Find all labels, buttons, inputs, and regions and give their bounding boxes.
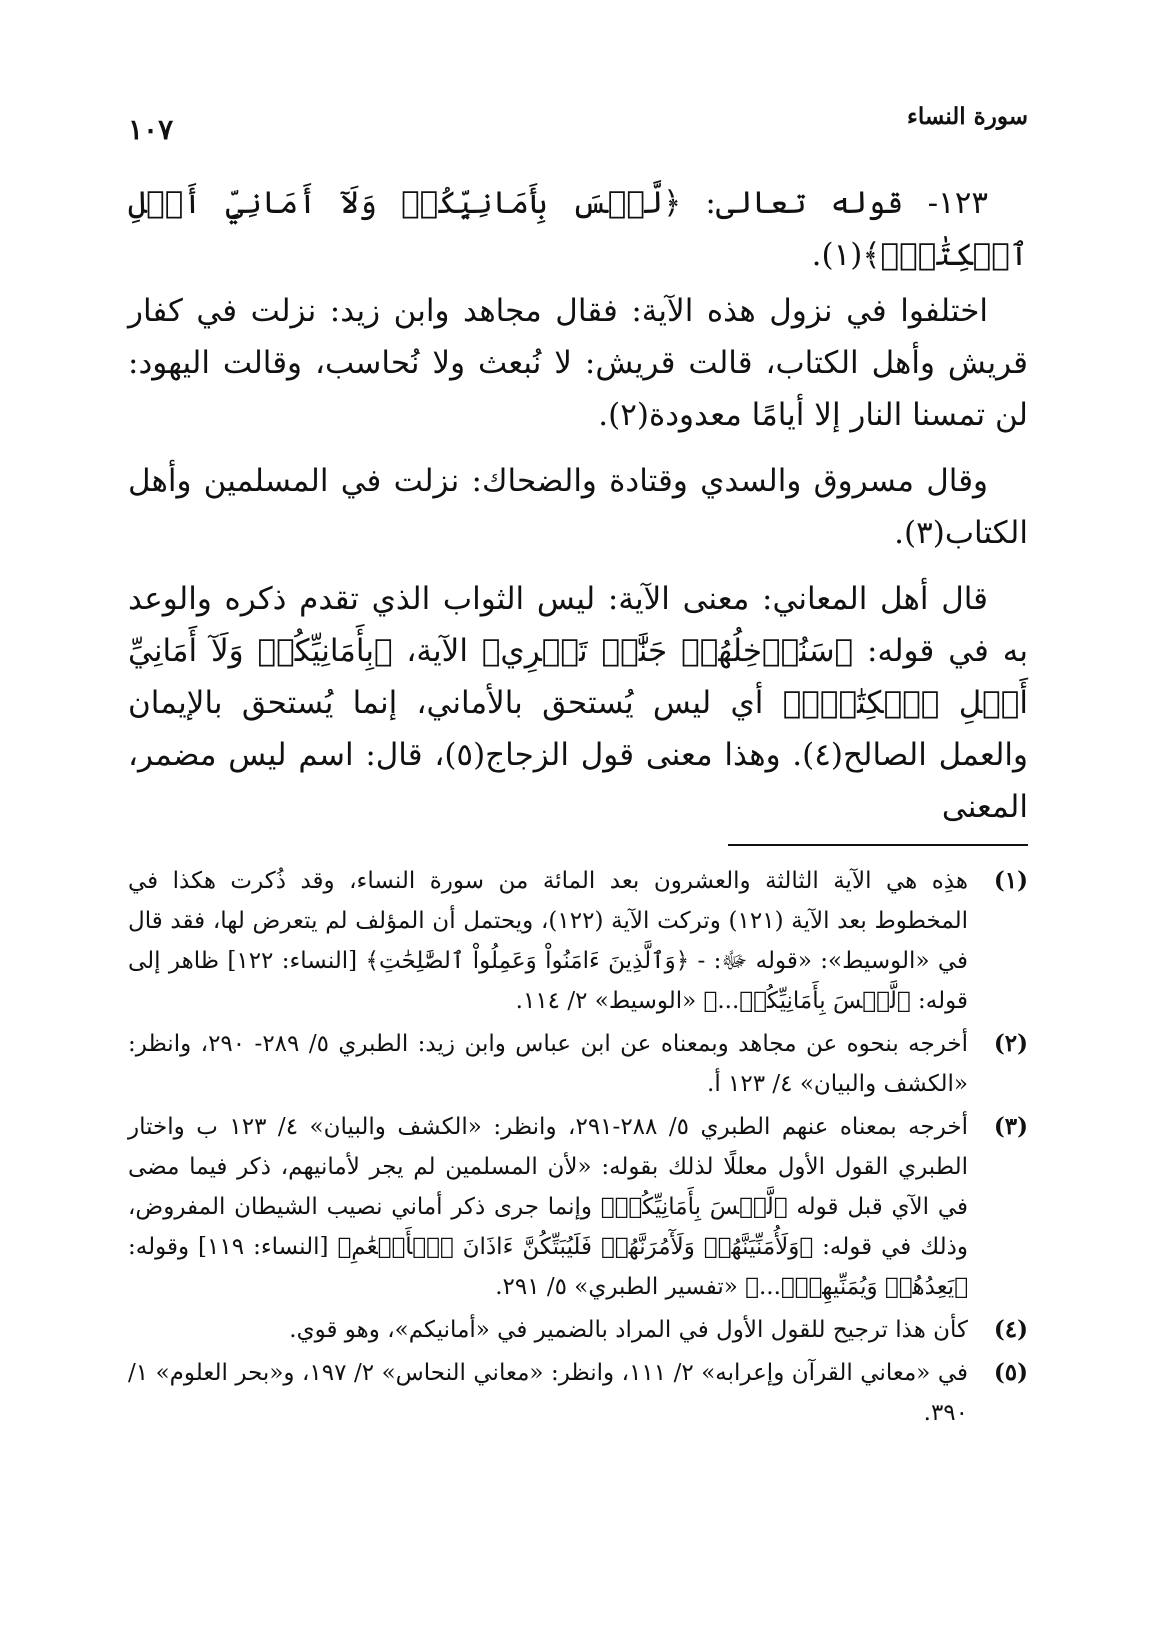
- footnote: [128, 1353, 1028, 1433]
- body-paragraph: اختلفوا في نزول هذه الآية: فقال مجاهد وابن زيد: نزلت في كفار قريش وأهل الكتاب، قالت قريش: لا نُبعث ولا نُحاسب، وقالت اليهود: لن تمسنا النار إلا أيامًا معدودة(٢).: [128, 293, 1028, 433]
- footnote-number: (٣): [993, 1113, 1028, 1140]
- main-text: [128, 177, 1028, 833]
- footnote-text: أخرجه بمعناه عنهم الطبري ٥/ ٢٨٨-٢٩١، وانظر: «الكشف والبيان» ٤/ ١٢٣ ب واختار الطبري القول الأول معللًا لذلك بقوله: «لأن المسلمين لم يجر لأمانيهم، ذكر فيما مضى في الآي قبل قوله ﴿لَّيۡسَ بِأَمَانِيِّكُمۡ﴾ وإنما جرى ذكر أماني نصيب الشيطان المفروض، وذلك في قوله: ﴿وَلَأُمَنِّيَنَّهُمۡ وَلَأٓمُرَنَّهُمۡ فَلَيُبَتِّكُنَّ ءَاذَانَ ٱلۡأَنۡعَٰمِ﴾ [النساء: ١١٩] وقوله: ﴿يَعِدُهُمۡ وَيُمَنِّيهِمۡۖ...﴾ «تفسير الطبري» ٥/ ٢٩١.: [128, 1114, 969, 1300]
- page-number: ١٠٧: [128, 113, 174, 146]
- verse-heading: ١٢٣- قوله تعالى: ﴿لَّيۡسَ بِأَمَانِيِّكُمۡ وَلَآ أَمَانِيِّ أَهۡلِ ٱلۡكِتَٰبِۗ﴾(١).: [128, 185, 1028, 273]
- footnotes: [128, 861, 1028, 1436]
- footnote-text: أخرجه بنحوه عن مجاهد وبمعناه عن ابن عباس وابن زيد: الطبري ٥/ ٢٨٩- ٢٩٠، وانظر: «الكشف والبيان» ٤/ ١٢٣ أ.: [128, 1031, 969, 1097]
- paragraph-gap: [128, 559, 1028, 573]
- footnote-text: هذِه هي الآية الثالثة والعشرون بعد المائة من سورة النساء، وقد ذُكرت هكذا في المخطوط بعد الآية (١٢١) وتركت الآية (١٢٢)، ويحتمل أن المؤلف لم يتعرض لها، فقد قال في «الوسيط»: «قوله ﷻ: - ﴿وَٱلَّذِينَ ءَامَنُواْ وَعَمِلُواْ ٱلصَّٰلِحَٰتِ﴾ [النساء: ١٢٢] ظاهر إلى قوله: ﴿لَّيۡسَ بِأَمَانِيِّكُمۡ...﴾ «الوسيط» ٢/ ١١٤.: [128, 868, 969, 1014]
- footnote-number: (٤): [993, 1316, 1028, 1343]
- footnote: [128, 1310, 1028, 1350]
- body-paragraph: وقال مسروق والسدي وقتادة والضحاك: نزلت في المسلمين وأهل الكتاب(٣).: [128, 463, 1028, 551]
- page-header: [128, 95, 1028, 165]
- footnote: [128, 861, 1028, 1021]
- footnote: [128, 1024, 1028, 1104]
- footnote-number: (١): [993, 867, 1028, 894]
- footnote-text: كأن هذا ترجيح للقول الأول في المراد بالضمير في «أمانيكم»، وهو قوي.: [289, 1317, 968, 1343]
- footnote-number: (٢): [993, 1030, 1028, 1057]
- footnote-number: (٥): [993, 1359, 1028, 1386]
- footnote: [128, 1107, 1028, 1307]
- paragraph-gap: [128, 441, 1028, 455]
- book-page: [128, 95, 1028, 1615]
- body-paragraph: قال أهل المعاني: معنى الآية: ليس الثواب الذي تقدم ذكره والوعد به في قوله: ﴿سَنُدۡخِلُهُمۡ جَنَّٰتٖ تَجۡرِي﴾ الآية، ﴿بِأَمَانِيِّكُمۡ وَلَآ أَمَانِيِّ أَهۡلِ ٱلۡكِتَٰبِۗ﴾ أي ليس يُستحق بالأماني، إنما يُستحق بالإيمان والعمل الصالح(٤). وهذا معنى قول الزجاج(٥)، قال: اسم ليس مضمر، المعنى: [128, 581, 1028, 825]
- footnote-text: في «معاني القرآن وإعرابه» ٢/ ١١١، وانظر: «معاني النحاس» ٢/ ١٩٧، و«بحر العلوم» ١/ ٣٩٠.: [128, 1360, 969, 1426]
- footnote-separator: [728, 844, 1028, 846]
- running-title: سورة النساء: [907, 103, 1028, 130]
